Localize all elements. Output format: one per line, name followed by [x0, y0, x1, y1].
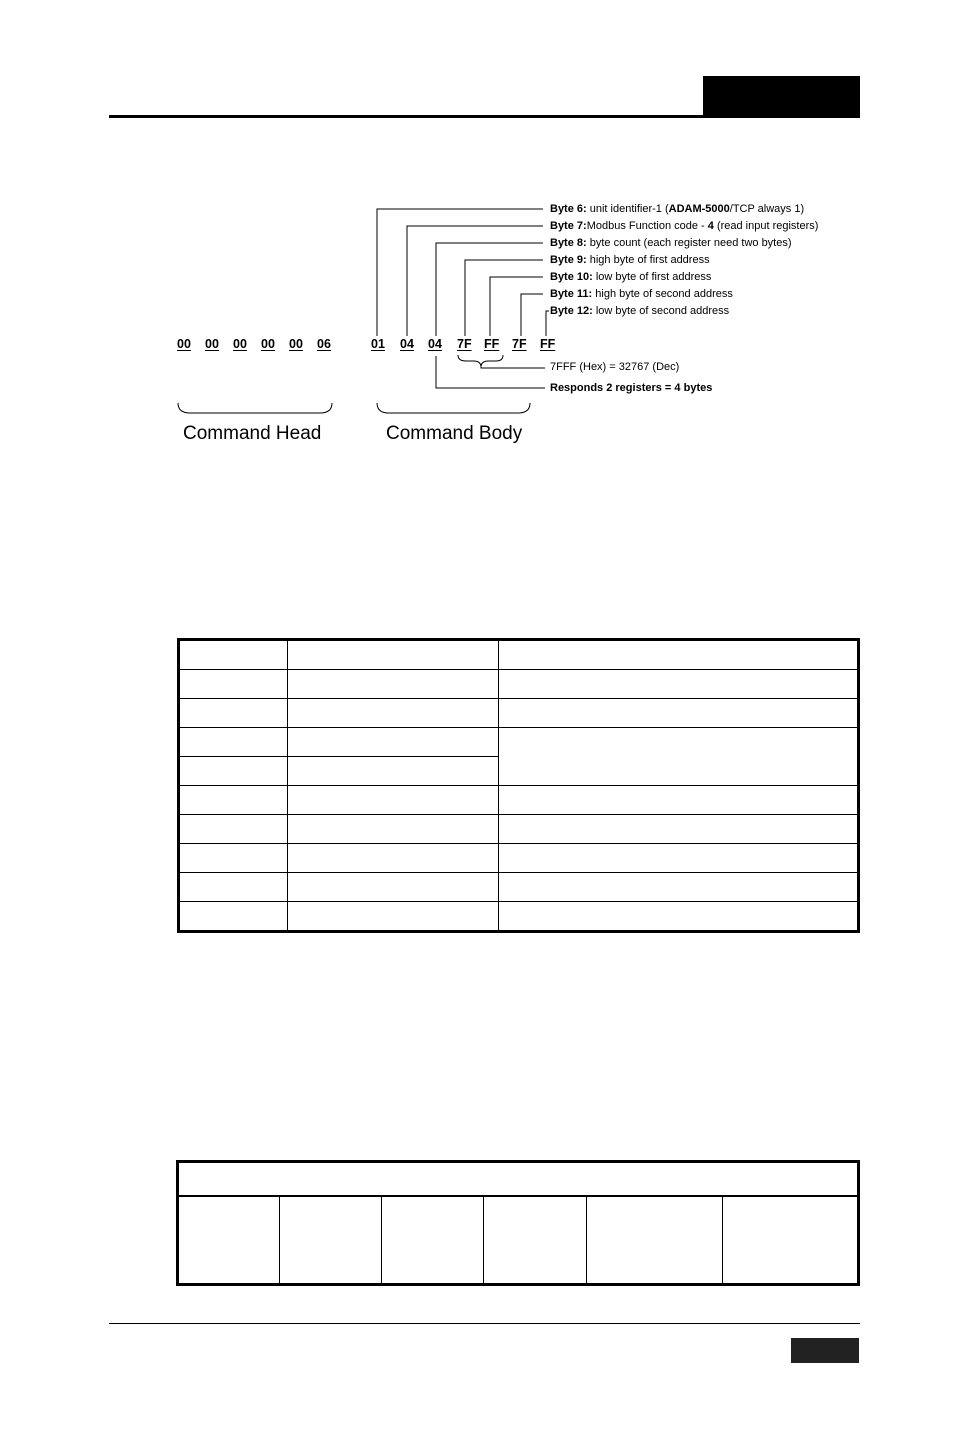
table-row [179, 815, 859, 844]
table-cell [179, 640, 288, 670]
annotation-prefix: Byte 6: [550, 203, 587, 215]
body-byte-5: 7F [512, 337, 527, 351]
table-cell [288, 786, 499, 815]
table-row [179, 699, 859, 728]
table-cell [587, 1196, 723, 1285]
command-head-label: Command Head [183, 423, 322, 444]
page-number-block [791, 1338, 859, 1363]
table-cell [178, 1196, 280, 1285]
connector-byte9 [465, 260, 543, 336]
table-cell [288, 699, 499, 728]
head-byte-2: 00 [233, 337, 247, 351]
table-cell [179, 902, 288, 932]
connector-hex-note [481, 366, 545, 368]
hex-note: 7FFF (Hex) = 32767 (Dec) [550, 361, 680, 373]
table-cell [288, 902, 499, 932]
annotation-text: high byte of first address [586, 254, 710, 266]
table-cell [499, 902, 859, 932]
annotation-prefix: Byte 11: [550, 288, 593, 300]
table-cell [179, 815, 288, 844]
table-cell [179, 728, 288, 757]
data-format-table [176, 1160, 860, 1286]
table-row [179, 902, 859, 932]
responds-note-bold: 4 [674, 382, 681, 394]
annotation-text: low byte of first address [592, 271, 712, 283]
body-byte-4: FF [484, 337, 500, 351]
body-byte-6: FF [540, 337, 556, 351]
body-byte-0: 01 [371, 337, 385, 351]
head-byte-5: 06 [317, 337, 331, 351]
annotation-byte8 [550, 237, 792, 250]
head-byte-3: 00 [261, 337, 275, 351]
body-byte-3: 7F [457, 337, 472, 351]
annotation-text: high byte of second address [592, 288, 733, 300]
annotation-byte10 [550, 271, 711, 284]
table-title-row [178, 1162, 859, 1197]
annotation-prefix: Byte 12: [550, 305, 593, 317]
connector-byte12 [546, 311, 549, 336]
table-cell [499, 640, 859, 670]
table-cell [179, 786, 288, 815]
annotation-byte12 [550, 305, 729, 318]
table-cell [288, 757, 499, 786]
annotation-text: unit identifier-1 ( [586, 203, 669, 215]
table-cell [288, 873, 499, 902]
annotation-prefix: Byte 10: [550, 271, 593, 283]
annotation-byte11 [550, 288, 733, 301]
connector-byte11 [521, 294, 543, 336]
table-cell [499, 844, 859, 873]
table-row [178, 1196, 859, 1285]
table-row [179, 728, 859, 757]
annotation-bold-tail: ADAM-5000 [668, 203, 730, 215]
annotation-text: Modbus Function code - [586, 220, 708, 232]
annotation-byte9 [550, 254, 710, 267]
command-head-brace [178, 403, 332, 413]
table-cell [288, 670, 499, 699]
hex-brace [458, 355, 503, 366]
head-byte-1: 00 [205, 337, 219, 351]
command-body-brace [377, 403, 530, 413]
table-cell [484, 1196, 587, 1285]
table-row [179, 640, 859, 670]
body-byte-1: 04 [400, 337, 414, 351]
footer-rule [109, 1323, 860, 1324]
table-cell [179, 670, 288, 699]
annotation-tail: (read input registers) [713, 220, 819, 232]
table-cell [382, 1196, 484, 1285]
head-byte-4: 00 [289, 337, 303, 351]
annotation-prefix: Byte 7: [550, 220, 587, 232]
table-row [179, 844, 859, 873]
responds-note-prefix: Responds 2 registers = [550, 382, 675, 394]
table-cell [179, 873, 288, 902]
annotation-bold-tail: 4 [707, 220, 714, 232]
annotation-text: low byte of second address [592, 305, 730, 317]
table-cell [499, 699, 859, 728]
table-cell [288, 640, 499, 670]
diagram-connectors [0, 0, 954, 470]
table-cell [288, 844, 499, 873]
connector-byte10 [490, 277, 543, 336]
annotation-byte7 [550, 220, 818, 233]
annotation-text: byte count (each register need two bytes) [586, 237, 792, 249]
annotation-prefix: Byte 8: [550, 237, 587, 249]
connector-byte6 [377, 209, 543, 336]
table-cell [723, 1196, 859, 1285]
register-table [177, 638, 860, 933]
table-cell [179, 757, 288, 786]
table-cell [499, 670, 859, 699]
annotation-byte6 [550, 203, 804, 216]
table-title-cell [178, 1162, 859, 1197]
table-cell [288, 815, 499, 844]
head-byte-0: 00 [177, 337, 191, 351]
table-cell [179, 699, 288, 728]
responds-note-suffix: bytes [680, 382, 713, 394]
command-body-label: Command Body [386, 423, 523, 444]
table-cell [499, 815, 859, 844]
table-row [179, 670, 859, 699]
table-cell-merged [499, 728, 859, 786]
table-cell [499, 873, 859, 902]
annotation-prefix: Byte 9: [550, 254, 587, 266]
table-row [179, 873, 859, 902]
table-cell [499, 786, 859, 815]
annotation-tail: /TCP always 1) [729, 203, 805, 215]
table-cell [288, 728, 499, 757]
table-cell [280, 1196, 382, 1285]
table-row [179, 786, 859, 815]
body-byte-2: 04 [428, 337, 442, 351]
responds-note [550, 382, 712, 395]
table-cell [179, 844, 288, 873]
